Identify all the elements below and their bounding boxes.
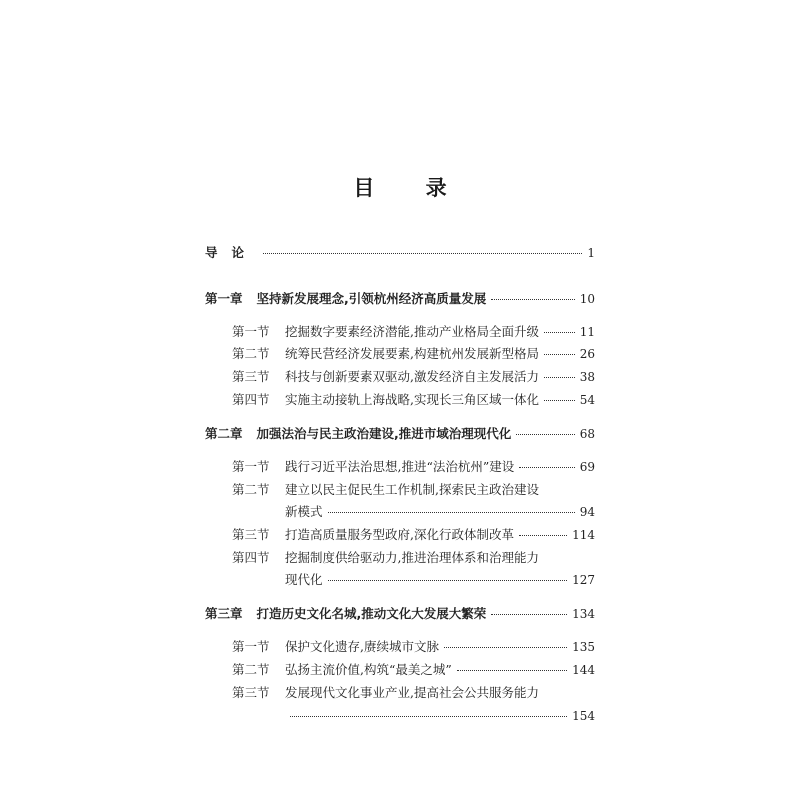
leader-dots (544, 400, 575, 401)
section-title-line2: 新模式 (285, 504, 323, 519)
chapter-title: 坚持新发展理念,引领杭州经济高质量发展 (256, 291, 487, 306)
section-page-number: 127 (572, 573, 595, 587)
leader-dots (544, 377, 575, 378)
toc-entry-section-1-4[interactable] (285, 391, 595, 409)
leader-dots (444, 647, 567, 648)
leader-dots (491, 614, 567, 615)
leader-dots (290, 716, 567, 717)
toc-entry-intro[interactable] (205, 244, 595, 262)
toc-entry-chapter-1[interactable] (205, 290, 595, 308)
toc-entry-section-3-3-cont[interactable] (285, 707, 595, 725)
section-page-number: 94 (579, 505, 595, 519)
chapter-page-number: 68 (579, 427, 595, 441)
toc-entry-section-3-3[interactable] (285, 684, 595, 702)
section-page-number: 26 (579, 347, 595, 361)
leader-dots (544, 332, 575, 333)
section-title: 保护文化遗存,赓续城市文脉 (285, 639, 439, 654)
section-page-number: 135 (572, 640, 595, 654)
section-label: 第三节 (232, 685, 270, 700)
section-label: 第一节 (232, 639, 270, 654)
section-label: 第三节 (232, 527, 270, 542)
section-label: 第四节 (232, 392, 270, 407)
section-page-number: 11 (579, 325, 595, 339)
toc-entry-section-1-3[interactable] (285, 368, 595, 386)
section-label: 第二节 (232, 482, 270, 497)
section-page-number: 154 (572, 709, 595, 723)
section-title-line1: 挖掘制度供给驱动力,推进治理体系和治理能力 (285, 550, 539, 565)
chapter-label: 第一章 (205, 291, 243, 306)
section-page-number: 69 (579, 460, 595, 474)
section-title: 弘扬主流价值,构筑“最美之城” (285, 662, 452, 677)
section-page-number: 38 (579, 370, 595, 384)
section-label: 第一节 (232, 459, 270, 474)
leader-dots (491, 299, 574, 300)
section-title-line1: 建立以民主促民生工作机制,探索民主政治建设 (285, 482, 539, 497)
section-title: 统筹民营经济发展要素,构建杭州发展新型格局 (285, 346, 539, 361)
chapter-title: 加强法治与民主政治建设,推进市域治理现代化 (256, 426, 512, 441)
section-page-number: 144 (572, 663, 595, 677)
toc-entry-section-2-2-cont[interactable] (285, 503, 595, 521)
section-title-line1: 发展现代文化事业产业,提高社会公共服务能力 (285, 685, 539, 700)
section-title: 科技与创新要素双驱动,激发经济自主发展活力 (285, 369, 539, 384)
toc-entry-section-1-2[interactable] (285, 345, 595, 363)
section-label: 第二节 (232, 346, 270, 361)
toc-entry-chapter-2[interactable] (205, 425, 595, 443)
toc-entry-chapter-3[interactable] (205, 605, 595, 623)
section-label: 第一节 (232, 324, 270, 339)
section-title: 挖掘数字要素经济潜能,推动产业格局全面升级 (285, 324, 539, 339)
leader-dots (519, 467, 574, 468)
toc-entry-section-3-2[interactable] (285, 661, 595, 679)
toc-entry-section-2-4-cont[interactable] (285, 571, 595, 589)
leader-dots (328, 512, 575, 513)
section-title: 实施主动接轨上海战略,实现长三角区域一体化 (285, 392, 539, 407)
leader-dots (519, 535, 567, 536)
page-title: 目 录 (353, 176, 469, 200)
toc-entry-section-2-2[interactable] (285, 481, 595, 499)
section-label: 第三节 (232, 369, 270, 384)
leader-dots (544, 354, 575, 355)
leader-dots (516, 434, 574, 435)
section-label: 第二节 (232, 662, 270, 677)
intro-label: 导论 (205, 245, 259, 260)
section-page-number: 114 (572, 528, 595, 542)
chapter-title: 打造历史文化名城,推动文化大发展大繁荣 (256, 606, 487, 621)
toc-entry-section-1-1[interactable] (285, 323, 595, 341)
section-page-number: 54 (579, 393, 595, 407)
toc-entry-section-2-4[interactable] (285, 549, 595, 567)
toc-entry-section-2-1[interactable] (285, 458, 595, 476)
section-label: 第四节 (232, 550, 270, 565)
section-title: 打造高质量服务型政府,深化行政体制改革 (285, 527, 514, 542)
intro-page-number: 1 (587, 246, 595, 260)
section-title-line2: 现代化 (285, 572, 323, 587)
chapter-label: 第三章 (205, 606, 243, 621)
leader-dots (457, 670, 567, 671)
toc-entry-section-3-1[interactable] (285, 638, 595, 656)
chapter-page-number: 134 (572, 607, 595, 621)
section-title: 践行习近平法治思想,推进“法治杭州”建设 (285, 459, 515, 474)
chapter-page-number: 10 (579, 292, 595, 306)
toc-entry-section-2-3[interactable] (285, 526, 595, 544)
chapter-label: 第二章 (205, 426, 243, 441)
leader-dots (263, 253, 582, 254)
leader-dots (328, 580, 568, 581)
